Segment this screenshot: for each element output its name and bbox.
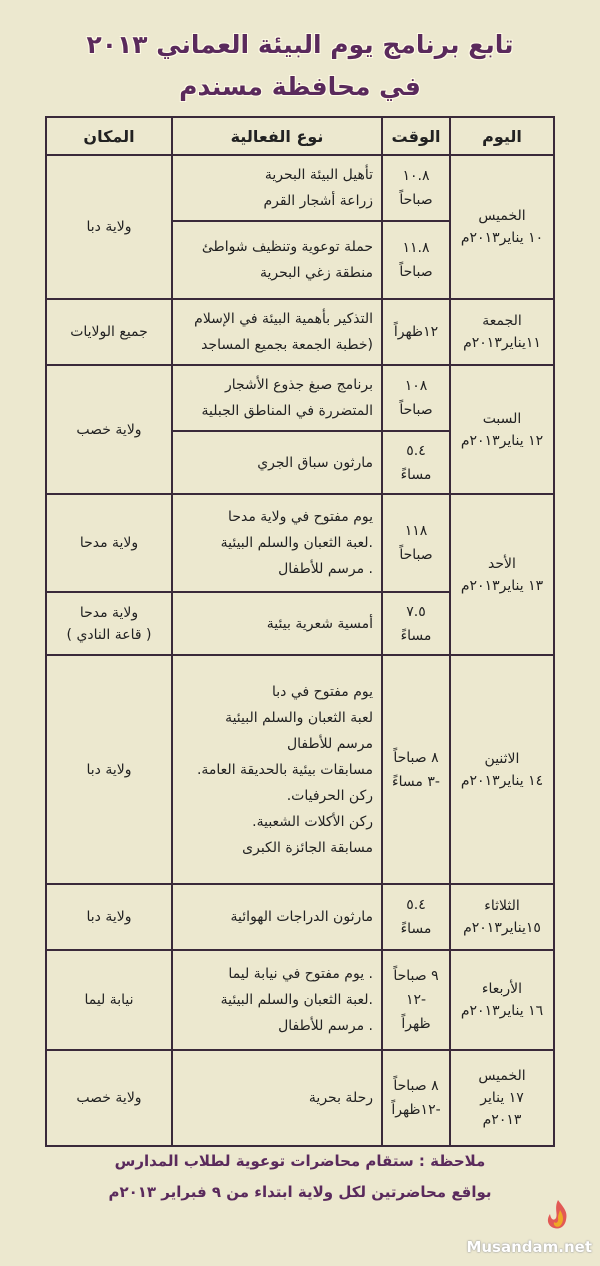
day-cell: الجمعة ١١يناير٢٠١٣م	[450, 299, 554, 365]
page-title: تابع برنامج يوم البيئة العماني ٢٠١٣	[86, 30, 514, 59]
time-cell: ١٢ظهراً	[382, 299, 450, 365]
place-cell: ولاية مدحا	[46, 494, 172, 592]
place-cell: ولاية خصب	[46, 1050, 172, 1146]
note-line-2: بواقع محاضرتين لكل ولاية ابتداء من ٩ فبراير ٢٠١٣م	[108, 1183, 492, 1201]
activity-cell: يوم مفتوح في دبا لعبة الثعبان والسلم البيئية مرسم للأطفال مسابقات بيئية بالحديقة العامة. ركن الحرفيات. ركن الأكلات الشعبية. مسابقة الجائزة الكبرى	[172, 655, 382, 884]
activity-cell: مارثون الدراجات الهوائية	[172, 884, 382, 950]
schedule-table	[45, 116, 555, 1147]
table-row	[46, 155, 554, 221]
activity-cell: أمسية شعرية بيئية	[172, 592, 382, 655]
flame-logo-icon	[538, 1196, 578, 1236]
table-row	[46, 365, 554, 431]
day-cell: الأربعاء ١٦ يناير٢٠١٣م	[450, 950, 554, 1050]
time-cell: ٩ صباحاً -١٢ ظهراً	[382, 950, 450, 1050]
activity-cell: رحلة بحرية	[172, 1050, 382, 1146]
table-row	[46, 299, 554, 365]
watermark: Musandam.net	[466, 1238, 592, 1256]
activity-cell: حملة توعوية وتنظيف شواطئ منطقة زغي البحرية	[172, 221, 382, 299]
place-cell: جميع الولايات	[46, 299, 172, 365]
day-cell: الخميس ١٧ يناير ٢٠١٣م	[450, 1050, 554, 1146]
table-row	[46, 494, 554, 592]
place-cell: ولاية دبا	[46, 155, 172, 299]
time-cell: ١١٨ صباحاً	[382, 494, 450, 592]
place-cell: ولاية خصب	[46, 365, 172, 494]
day-cell: الاثنين ١٤ يناير٢٠١٣م	[450, 655, 554, 884]
day-cell: الثلاثاء ١٥يناير٢٠١٣م	[450, 884, 554, 950]
col-time: الوقت	[382, 117, 450, 155]
place-cell: ولاية دبا	[46, 884, 172, 950]
time-cell: ٨ صباحاً -١٢ظهراً	[382, 1050, 450, 1146]
page-subtitle: في محافظة مسندم	[179, 72, 421, 101]
col-place: المكان	[46, 117, 172, 155]
col-activity: نوع الفعالية	[172, 117, 382, 155]
activity-cell: برنامج صبغ جذوع الأشجار المتضررة في المناطق الجبلية	[172, 365, 382, 431]
note-line-1: ملاحظة : ستقام محاضرات توعوية لطلاب المدارس	[114, 1152, 486, 1170]
activity-cell: يوم مفتوح في ولاية مدحا .لعبة الثعبان والسلم البيئية . مرسم للأطفال	[172, 494, 382, 592]
place-cell: ولاية دبا	[46, 655, 172, 884]
place-cell: ولاية مدحا ( قاعة النادي )	[46, 592, 172, 655]
time-cell: ٥.٤ مساءً	[382, 884, 450, 950]
table-row	[46, 950, 554, 1050]
time-cell: ٥.٤ مساءً	[382, 431, 450, 494]
time-cell: ١١.٨ صباحاً	[382, 221, 450, 299]
table-header-row	[46, 117, 554, 155]
activity-cell: التذكير بأهمية البيئة في الإسلام (خطبة الجمعة بجميع المساجد	[172, 299, 382, 365]
table-row	[46, 655, 554, 884]
activity-cell: تأهيل البيئة البحرية زراعة أشجار القرم	[172, 155, 382, 221]
place-cell: نيابة ليما	[46, 950, 172, 1050]
activity-cell: مارثون سباق الجري	[172, 431, 382, 494]
day-cell: الأحد ١٣ يناير٢٠١٣م	[450, 494, 554, 655]
time-cell: ١٠٨ صباحاً	[382, 365, 450, 431]
time-cell: ٧.٥ مساءً	[382, 592, 450, 655]
activity-cell: . يوم مفتوح في نيابة ليما .لعبة الثعبان والسلم البيئية . مرسم للأطفال	[172, 950, 382, 1050]
day-cell: السبت ١٢ يناير٢٠١٣م	[450, 365, 554, 494]
day-cell: الخميس ١٠ يناير٢٠١٣م	[450, 155, 554, 299]
time-cell: ١٠.٨ صباحاً	[382, 155, 450, 221]
table-row	[46, 1050, 554, 1146]
time-cell: ٨ صباحاً -٣ مساءً	[382, 655, 450, 884]
col-day: اليوم	[450, 117, 554, 155]
table-row	[46, 884, 554, 950]
